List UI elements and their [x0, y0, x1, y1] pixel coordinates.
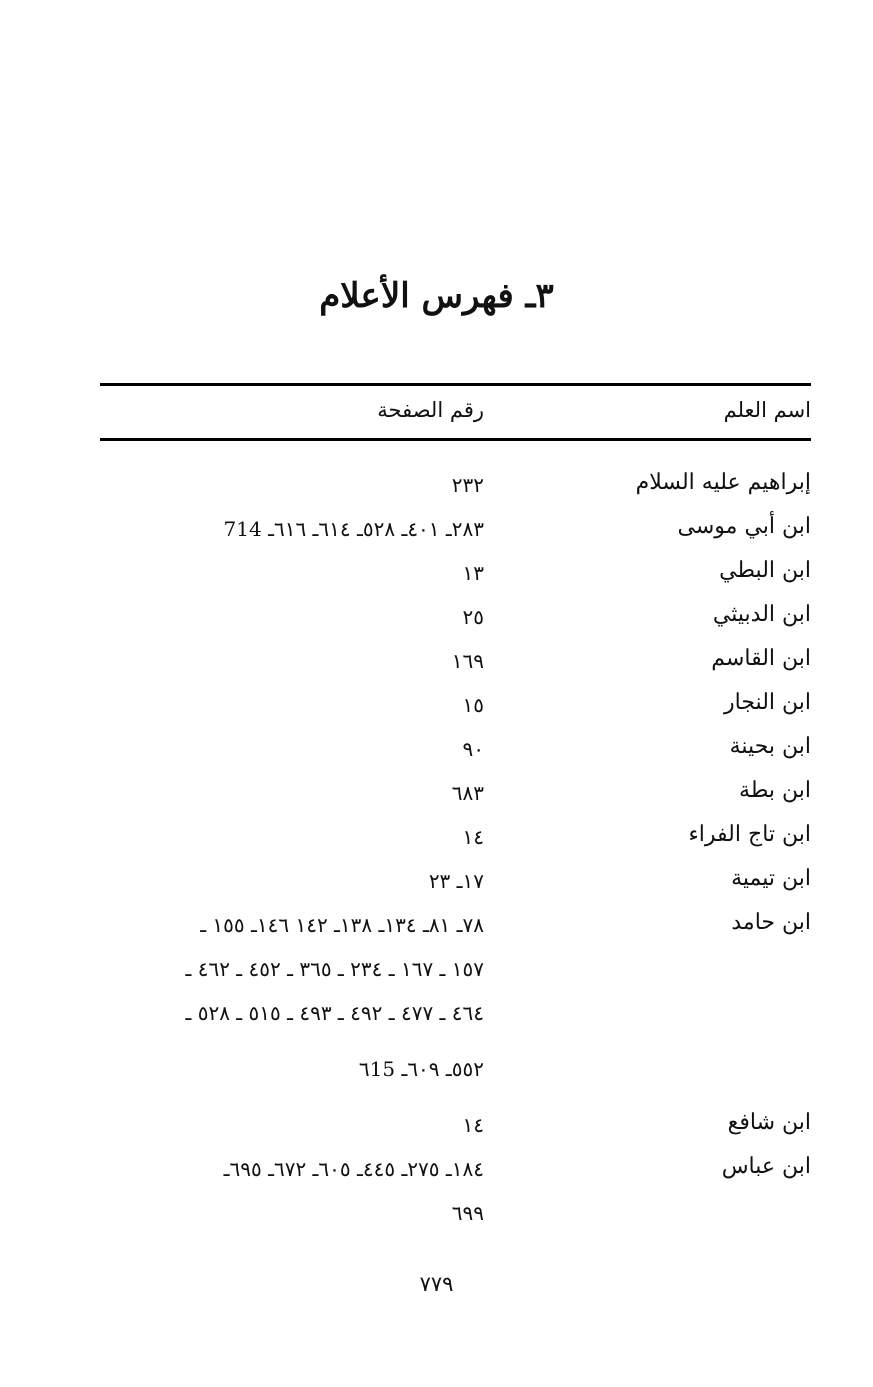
page-reference-line: ١٤	[462, 825, 484, 849]
person-name: ابن بطة	[739, 778, 811, 803]
page-reference-line: ٢٣٢	[451, 473, 484, 497]
page-reference-line: ٤٦٤ ـ ٤٧٧ ـ ٤٩٢ ـ ٤٩٣ ـ ٥١٥ ـ ٥٢٨ ـ	[185, 1001, 484, 1025]
table-header-rule	[100, 438, 811, 441]
table-row	[0, 470, 873, 514]
page-references	[104, 690, 484, 734]
person-name: ابن شافع	[727, 1110, 811, 1135]
page-number: ٧٧٩	[419, 1272, 454, 1296]
page-reference-line: ١٨٤ـ ٢٧٥ـ ٤٤٥ـ ٦٠٥ـ ٦٧٢ـ ٦٩٥ـ	[223, 1157, 484, 1181]
page-title: ٣ـ فهرس الأعلام	[319, 276, 554, 316]
person-name: ابن حامد	[731, 910, 811, 935]
page-references	[104, 866, 484, 910]
page-references	[104, 602, 484, 646]
page-reference-line: ١٤	[462, 1113, 484, 1137]
page-reference-line: ١٧ـ ٢٣	[428, 869, 484, 893]
name-column-header: اسم العلم	[723, 398, 811, 422]
table-row	[0, 778, 873, 822]
page-reference-line: ١٣	[462, 561, 484, 585]
table-row	[0, 514, 873, 558]
page-reference-line: ٦٩٩	[451, 1201, 484, 1225]
person-name: ابن بحينة	[729, 734, 811, 759]
table-row	[0, 734, 873, 778]
page-references	[104, 514, 484, 558]
page-references	[104, 470, 484, 514]
page-reference-line: ١٥	[462, 693, 484, 717]
page-references	[104, 734, 484, 778]
table-row	[0, 602, 873, 646]
page-references	[104, 778, 484, 822]
table-row	[0, 558, 873, 602]
person-name: ابن أبي موسى	[677, 514, 811, 539]
page-references	[104, 822, 484, 866]
page-reference-line: ١٦٩	[451, 649, 484, 673]
table-row	[0, 1154, 873, 1242]
pages-column-header: رقم الصفحة	[377, 398, 484, 422]
index-table	[0, 470, 873, 1242]
page-references	[104, 1154, 484, 1242]
table-row	[0, 1110, 873, 1154]
page-reference-line: ٧٨ـ ٨١ـ ١٣٤ـ ١٣٨ـ ١٤٢ ١٤٦ـ ١٥٥ ـ	[200, 913, 484, 937]
person-name: ابن عباس	[721, 1154, 811, 1179]
table-row	[0, 822, 873, 866]
person-name: إبراهيم عليه السلام	[635, 470, 811, 495]
table-row	[0, 646, 873, 690]
page-reference-line: ٢٥	[462, 605, 484, 629]
page-reference-line: ٩٠	[462, 737, 484, 761]
page-references	[104, 646, 484, 690]
person-name: ابن تاج الفراء	[688, 822, 811, 847]
person-name: ابن القاسم	[711, 646, 811, 671]
page-references	[104, 558, 484, 602]
page-reference-line: ٥٥٢ـ ٦٠٩ـ ٦15	[358, 1057, 484, 1081]
table-row	[0, 866, 873, 910]
person-name: ابن الدبيثي	[712, 602, 811, 627]
table-top-rule	[100, 383, 811, 386]
person-name: ابن النجار	[724, 690, 811, 715]
page-references	[104, 910, 484, 1110]
page-reference-line: ٦٨٣	[451, 781, 484, 805]
table-row	[0, 910, 873, 1110]
person-name: ابن تيمية	[731, 866, 811, 891]
page-reference-line: ١٥٧ ـ ١٦٧ ـ ٢٣٤ ـ ٣٦٥ ـ ٤٥٢ ـ ٤٦٢ ـ	[185, 957, 484, 981]
page-reference-line: ٢٨٣ـ ٤٠١ـ ٥٢٨ـ ٦١٤ـ ٦١٦ـ 714	[223, 517, 484, 541]
table-row	[0, 690, 873, 734]
person-name: ابن البطي	[719, 558, 811, 583]
page-references	[104, 1110, 484, 1154]
